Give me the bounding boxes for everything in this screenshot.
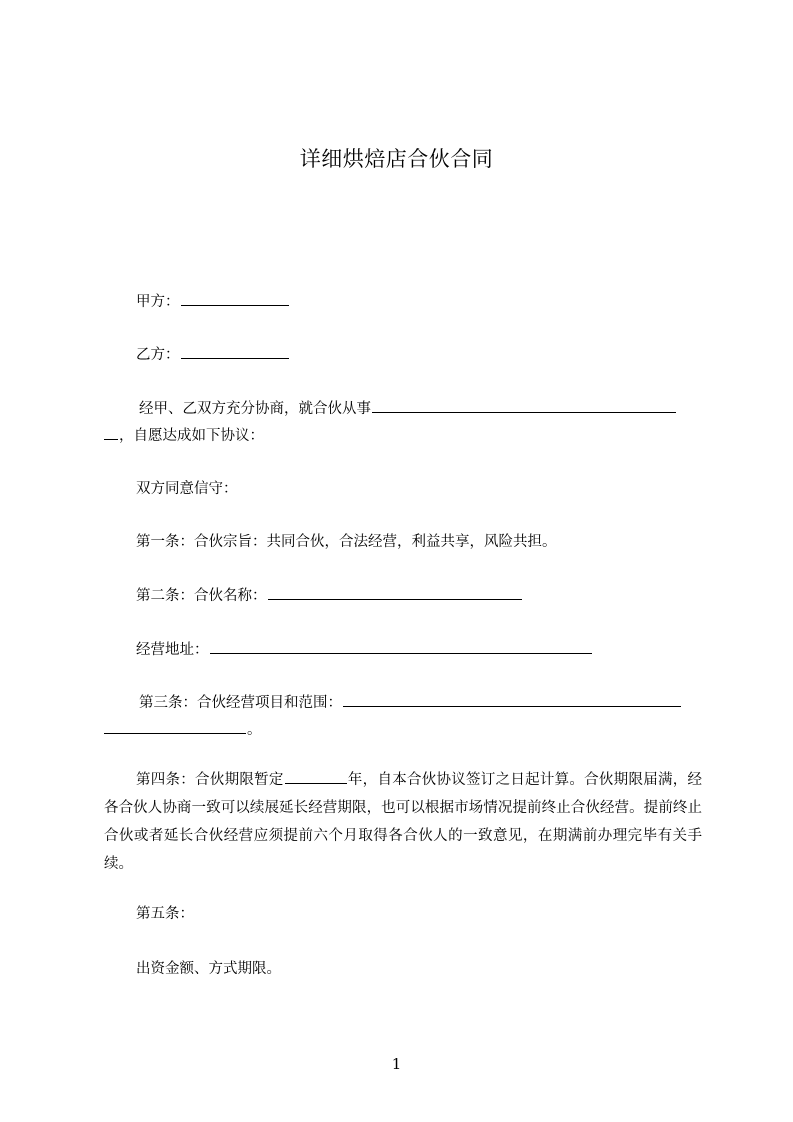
party-a-blank[interactable] xyxy=(181,291,289,306)
scope-blank-cont[interactable] xyxy=(104,719,246,734)
article-3-line-1 xyxy=(139,692,682,713)
article-4-part2: 年，自本合伙协议签订之日起计算。合伙期限届满，经各合伙人协商一致可以续展延长经营期限，也可以根据市场情况提前终止合伙经营。提前终止合伙或者延长合伙经营应须提前六个月取得各合伙人的一致意见，在期满前办理完毕有关手续。 xyxy=(104,772,703,872)
party-a-line xyxy=(136,291,290,312)
page-number: 1 xyxy=(391,1055,402,1073)
scope-blank[interactable] xyxy=(343,692,681,707)
article-1: 第一条：合伙宗旨：共同合伙，合法经营，利益共享，风险共担。 xyxy=(136,534,557,550)
article-3-label: 第三条：合伙经营项目和范围： xyxy=(139,695,342,711)
article-5-label: 第五条： xyxy=(136,906,194,922)
party-b-label: 乙方： xyxy=(136,347,180,363)
party-b-blank[interactable] xyxy=(181,344,289,359)
party-b-line xyxy=(136,344,290,365)
capital-line: 出资金额、方式期限。 xyxy=(136,961,281,977)
party-a-label: 甲方： xyxy=(136,294,180,310)
intro-text-2: ，自愿达成如下协议： xyxy=(119,428,264,444)
business-blank-cont[interactable] xyxy=(104,425,118,440)
intro-line-2 xyxy=(104,425,264,446)
intro-line-1 xyxy=(139,398,677,419)
agree-line: 双方同意信守： xyxy=(136,481,238,497)
article-3-end: 。 xyxy=(247,722,262,738)
address-blank[interactable] xyxy=(210,639,592,654)
article-3-line-2 xyxy=(104,719,262,740)
partnership-name-blank[interactable] xyxy=(268,585,522,600)
term-years-blank[interactable] xyxy=(285,769,347,784)
business-blank[interactable] xyxy=(372,398,676,413)
article-4-part1: 第四条：合伙期限暂定 xyxy=(136,772,284,788)
document-title: 详细烘焙店合伙合同 xyxy=(299,147,494,171)
article-4 xyxy=(104,766,702,878)
article-2-line xyxy=(136,585,523,606)
intro-text-1: 经甲、乙双方充分协商，就合伙从事 xyxy=(139,401,371,417)
address-label: 经营地址： xyxy=(136,642,209,658)
article-2-label: 第二条：合伙名称： xyxy=(136,588,267,604)
address-line xyxy=(136,639,593,660)
